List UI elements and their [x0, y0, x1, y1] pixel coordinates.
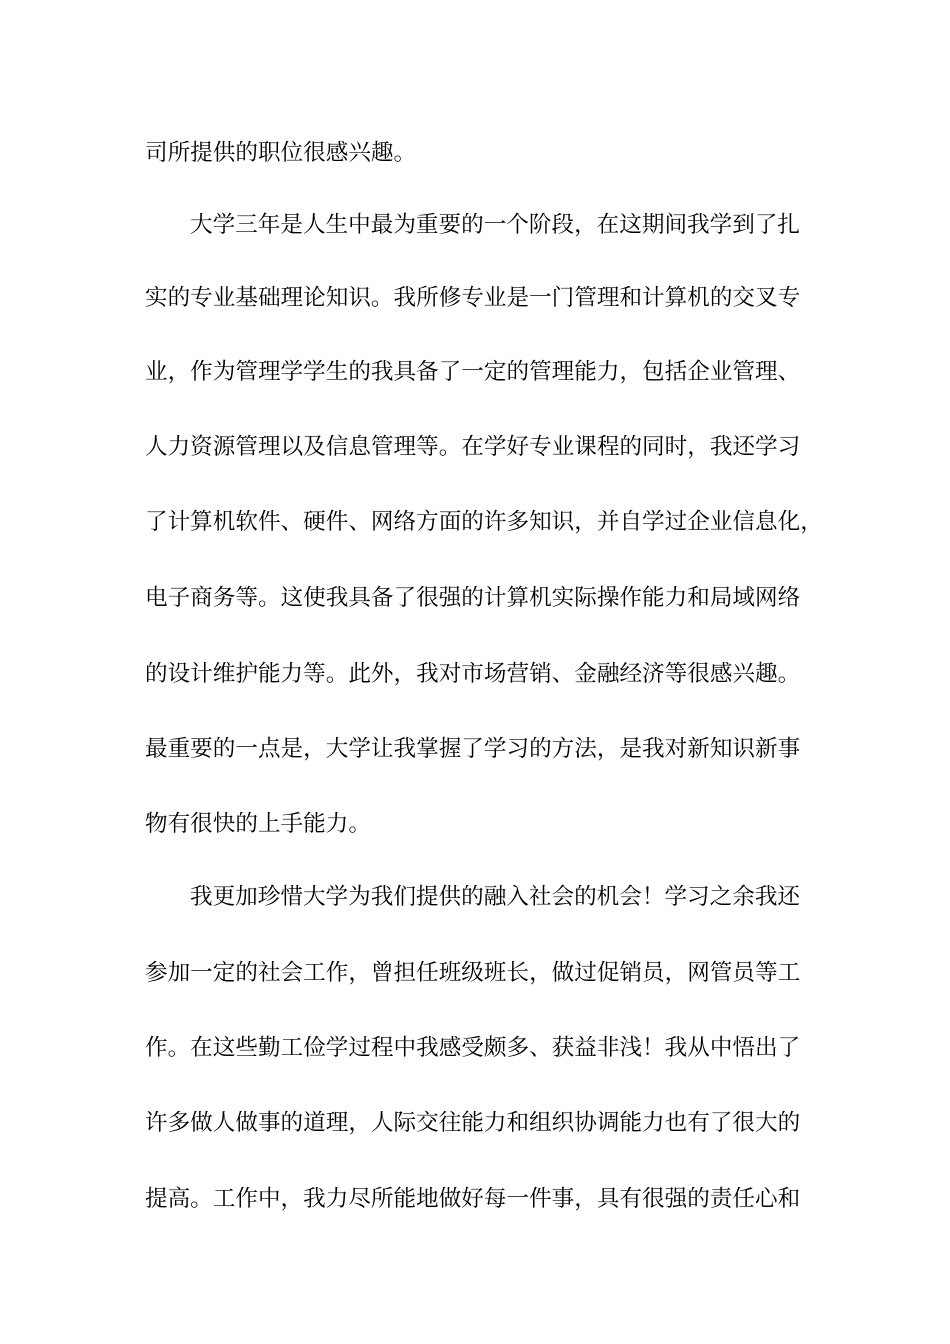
paragraph-first-line: 大学三年是人生中最为重要的一个阶段，在这期间我学到了扎: [190, 212, 801, 238]
text-line: 电子商务等。这使我具备了很强的计算机实际操作能力和局域网络: [145, 585, 801, 611]
text-line: 的设计维护能力等。此外，我对市场营销、金融经济等很感兴趣。: [145, 661, 801, 687]
text-line: 物有很快的上手能力。: [145, 811, 371, 837]
text-line: 许多做人做事的道理，人际交往能力和组织协调能力也有了很大的: [145, 1110, 801, 1136]
text-line: 了计算机软件、硬件、网络方面的许多知识，并自学过企业信息化，: [145, 509, 823, 535]
text-line: 业，作为管理学学生的我具备了一定的管理能力，包括企业管理、: [145, 359, 801, 385]
text-line: 最重要的一点是，大学让我掌握了学习的方法，是我对新知识新事: [145, 736, 801, 762]
text-line: 实的专业基础理论知识。我所修专业是一门管理和计算机的交叉专: [145, 285, 801, 311]
text-line: 司所提供的职位很感兴趣。: [145, 140, 417, 166]
paragraph-first-line: 我更加珍惜大学为我们提供的融入社会的机会！学习之余我还: [190, 884, 801, 910]
text-line: 参加一定的社会工作，曾担任班级班长，做过促销员，网管员等工: [145, 960, 801, 986]
text-line: 作。在这些勤工俭学过程中我感受颇多、获益非浅！我从中悟出了: [145, 1035, 801, 1061]
text-line: 提高。工作中，我力尽所能地做好每一件事，具有很强的责任心和: [145, 1186, 801, 1212]
text-line: 人力资源管理以及信息管理等。在学好专业课程的同时，我还学习: [145, 434, 801, 460]
